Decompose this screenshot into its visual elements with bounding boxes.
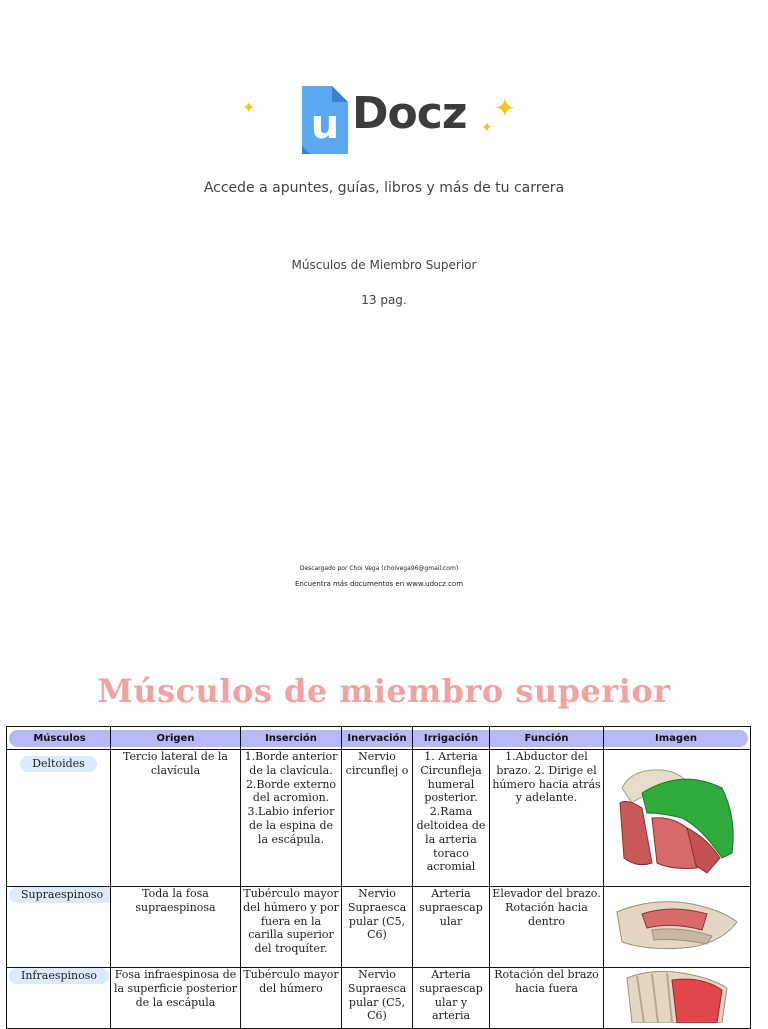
sparkle-icon: ✦ [494,94,516,124]
table-header-row [7,727,751,750]
image-cell [604,968,751,1029]
column-header: Origen [111,727,241,750]
function-cell: 1.Abductor del brazo. 2. Dirige el húmero hacia atrás y adelante. [490,750,604,887]
insertion-cell: Tubérculo mayor del húmero y por fuera en la carilla superior del troquíter. [241,887,342,968]
innervation-cell: Nervio Supraesca pular (C5, C6) [342,968,413,1029]
logo-letter: u [310,102,340,148]
column-header: Imagen [604,727,751,750]
origin-cell: Fosa infraespinosa de la superficie posterior de la escápula [111,968,241,1029]
image-cell [604,750,751,887]
irrigation-cell: Arteria supraescap ular [413,887,490,968]
supraspinatus-illustration [612,892,742,962]
table-row [7,750,751,887]
infraspinatus-illustration [622,968,732,1023]
irrigation-cell: 1. Arteria Circunfleja humeral posterior. 2.Rama deltoidea de la arteria toraco acromial [413,750,490,887]
document-title: Músculos de Miembro Superior [291,258,477,272]
insertion-cell: Tubérculo mayor del húmero [241,968,342,1029]
sparkle-icon: ✦ [242,98,256,117]
more-docs-link[interactable]: Encuentra más documentos en www.udocz.com [294,580,464,588]
origin-cell: Toda la fosa supraespinosa [111,887,241,968]
image-cell [604,887,751,968]
muscle-name: Infraespinoso [9,968,109,984]
page-count: 13 pag. [361,293,407,307]
table-row [7,968,751,1029]
muscle-cell [7,968,111,1029]
table-row [7,887,751,968]
function-cell: Rotación del brazo hacia fuera [490,968,604,1029]
origin-cell: Tercio lateral de la clavícula [111,750,241,887]
udocz-logo-icon [302,86,348,154]
logo-text: Docz [352,88,467,139]
insertion-cell: 1.Borde anterior de la clavícula. 2.Borde externo del acromion. 3.Labio inferior de la espina de la escápula. [241,750,342,887]
deltoid-illustration [612,758,742,878]
muscle-name: Supraespinoso [9,887,111,903]
irrigation-cell: Arteria supraescap ular y arteria [413,968,490,1029]
column-header: Irrigación [413,727,490,750]
udocz-logo [302,86,472,156]
innervation-cell: Nervio Supraesca pular (C5, C6) [342,887,413,968]
column-header: Inserción [241,727,342,750]
column-header: Inervación [342,727,413,750]
sheet-title: Músculos de miembro superior [97,672,671,710]
muscle-cell [7,887,111,968]
tagline: Accede a apuntes, guías, libros y más de tu carrera [203,180,565,196]
muscle-cell [7,750,111,887]
muscles-table [6,726,751,1029]
downloaded-by: Descargado por Choi Vega (choivega96@gmail.com) [299,565,459,572]
sparkle-icon: ✦ [481,120,493,136]
column-header: Músculos [7,727,111,750]
muscle-name: Deltoides [20,756,97,772]
column-header: Función [490,727,604,750]
function-cell: Elevador del brazo. Rotación hacia dentro [490,887,604,968]
innervation-cell: Nervio circunflej o [342,750,413,887]
